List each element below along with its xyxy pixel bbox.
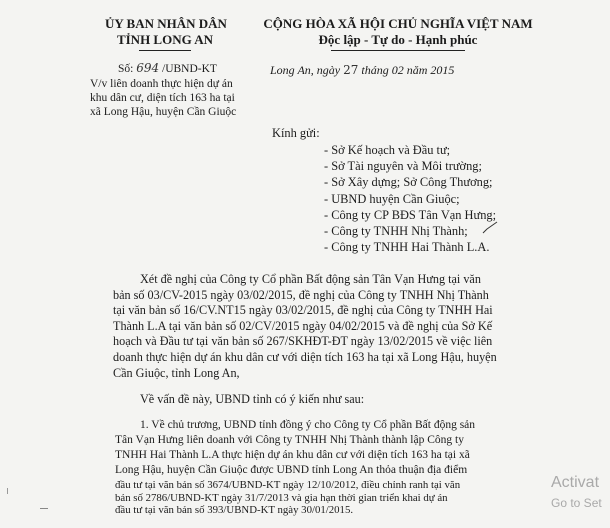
recipient-item: - Sở Kế hoạch và Đầu tư; (324, 143, 451, 157)
paragraph-3-line: Long Hậu, huyện Cần Giuộc được UBND tỉnh Long An thỏa thuận địa điểm (115, 464, 468, 476)
checkmark-icon (481, 221, 499, 237)
subject-line-2: khu dân cư, diện tích 163 ha tại (90, 92, 235, 104)
paragraph-1-line: bản số 03/CV-2015 ngày 03/02/2015, đề nghị của Công ty TNHH Nhị Thành (113, 288, 489, 302)
ref-suffix: /UBND-KT (162, 63, 217, 75)
paragraph-3-line: Tân Vạn Hưng liên doanh với Công ty TNHH Nhị Thành thành lập Công ty (115, 434, 464, 446)
issuer-line1: ỦY BAN NHÂN DÂN (105, 16, 227, 31)
ref-number-handwritten: 694 (136, 61, 160, 75)
recipient-item: - Công ty TNHH Hai Thành L.A. (324, 240, 490, 254)
recipient-item: - Công ty TNHH Nhị Thành; (324, 224, 468, 238)
margin-mark (7, 488, 8, 494)
date-line (270, 63, 454, 77)
paragraph-1-line: tại văn bản số 16/CV.NT15 ngày 03/02/2015, đề nghị của Công ty TNHH Hai (113, 303, 493, 317)
recipient-item: - UBND huyện Cần Giuộc; (324, 192, 460, 206)
reference-number (118, 61, 217, 76)
paragraph-3-line: TNHH Hai Thành L.A thực hiện dự án khu dân cư với diện tích 163 ha tại xã (115, 449, 470, 461)
paragraph-1-line: Thành L.A tại văn bản số 02/CV/2015 ngày 04/02/2015 và đề nghị của Sở Kế (113, 319, 493, 333)
motto-underline (331, 50, 465, 51)
paragraph-1-line: Cần Giuộc, tỉnh Long An, (113, 366, 240, 380)
margin-mark (40, 508, 48, 509)
recipient-item: - Sở Tài nguyên và Môi trường; (324, 159, 482, 173)
paragraph-3-line: đầu tư tại văn bản số 3674/UBND-KT ngày 12/10/2012, điều chỉnh ranh tại văn (115, 479, 461, 491)
issuer-underline (139, 50, 191, 51)
recipients-label: Kính gửi: (272, 126, 320, 140)
date-day-handwritten: 27 (343, 63, 359, 77)
ref-prefix: Số: (118, 63, 134, 75)
paragraph-2: Về vấn đề này, UBND tỉnh có ý kiến như sau: (140, 392, 365, 406)
recipient-item: - Sở Xây dựng; Sở Công Thương; (324, 175, 493, 189)
date-rest: tháng 02 năm 2015 (361, 63, 455, 77)
national-title: CỘNG HÒA XÃ HỘI CHỦ NGHĨA VIỆT NAM (263, 16, 533, 31)
recipient-item: - Công ty CP BĐS Tân Vạn Hưng; (324, 208, 497, 222)
date-prefix: Long An, ngày (270, 63, 341, 77)
paragraph-1-line: hoạch và Đầu tư tại văn bản số 267/SKHĐT-ĐT ngày 13/02/2015 về việc liên (113, 334, 493, 348)
subject-line-3: xã Long Hậu, huyện Cần Giuộc (90, 106, 237, 118)
national-motto: Độc lập - Tự do - Hạnh phúc (318, 32, 478, 47)
paragraph-3-line: đầu tư tại văn bản số 393/UBND-KT ngày 30/01/2015. (115, 504, 354, 516)
paragraph-1-line: Xét đề nghị của Công ty Cổ phần Bất động sản Tân Vạn Hưng tại văn (140, 272, 481, 286)
activation-watermark-title: Activat (551, 474, 600, 491)
issuer-line2: TỈNH LONG AN (116, 32, 214, 47)
subject-line-1: V/v liên doanh thực hiện dự án (90, 78, 233, 90)
paragraph-3-line: 1. Về chủ trương, UBND tỉnh đồng ý cho Công ty Cổ phần Bất động sản (140, 419, 476, 431)
paragraph-3-line: bản số 2786/UBND-KT ngày 31/7/2013 và gia hạn thời gian triển khai dự án (115, 492, 448, 504)
activation-watermark-subtitle: Go to Set (551, 496, 602, 510)
paragraph-1-line: doanh thực hiện dự án khu dân cư với diện tích 163 ha tại xã Long Hậu, huyện (113, 350, 497, 364)
